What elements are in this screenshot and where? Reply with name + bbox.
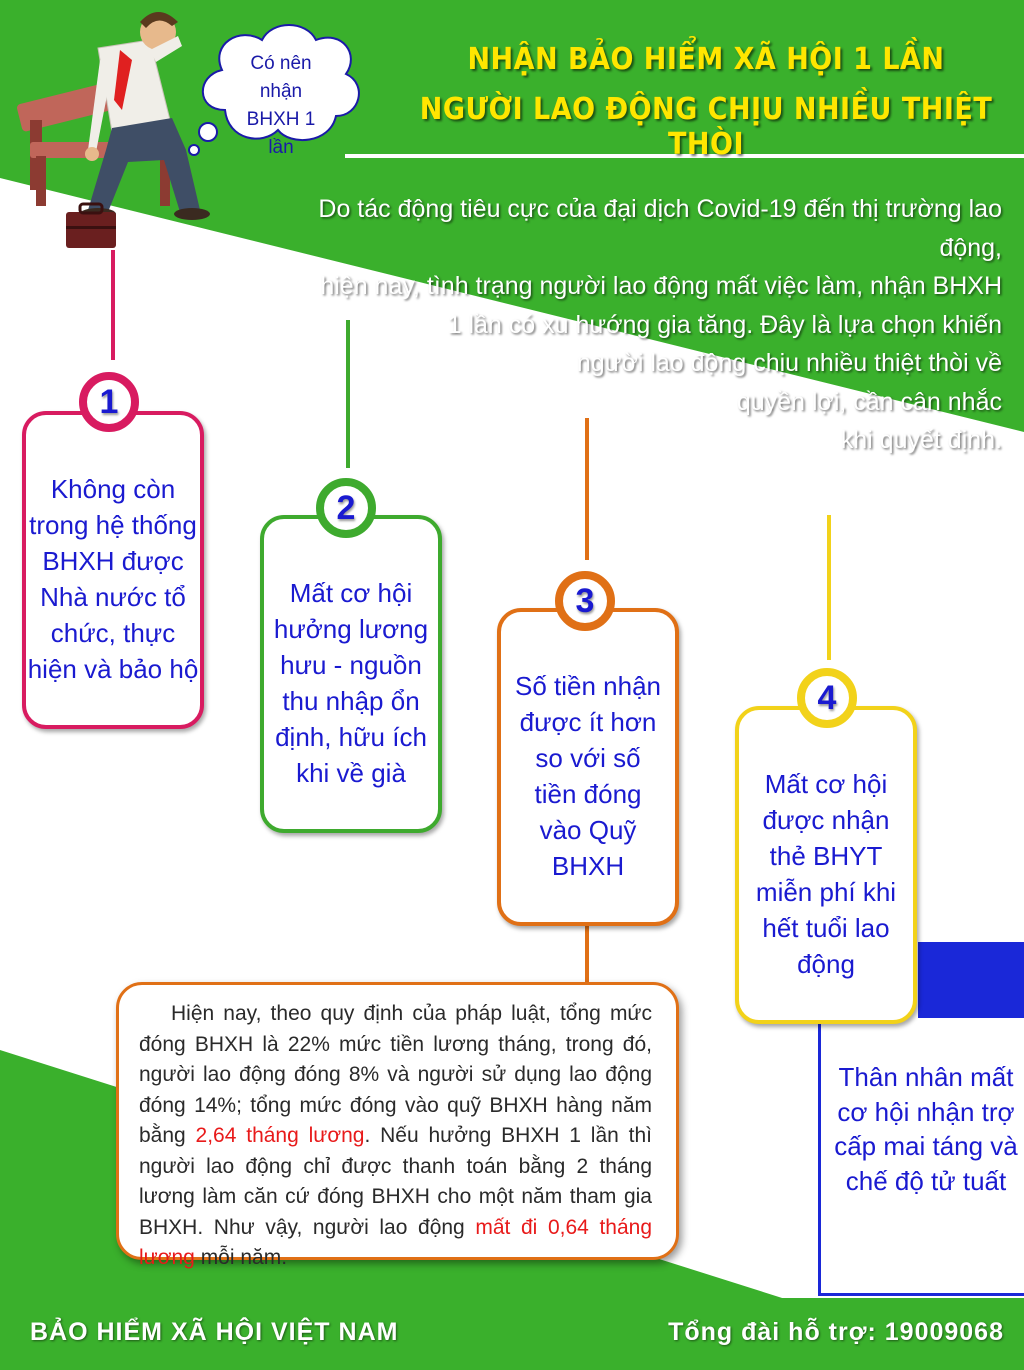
title-line-1: NHẬN BẢO HIỂM XÃ HỘI 1 LẦN [467, 42, 945, 77]
item-badge-2: 2 [316, 478, 376, 538]
intro-line: người lao động chịu nhiều thiệt thòi về [576, 349, 1002, 377]
explanation-box [116, 982, 679, 1269]
item-badge-4: 4 [797, 668, 857, 728]
item-card-1 [22, 411, 204, 729]
intro-line: 1 lần có xu hướng gia tăng. Đây là lựa chọn khiến [447, 310, 1002, 339]
cloud-question: Có nên nhận BHXH 1 lần [246, 53, 316, 158]
footer-organization: BẢO HIỂM XÃ HỘI VIỆT NAM [30, 1318, 399, 1346]
intro-paragraph [282, 190, 1002, 460]
intro-line: khi quyết định. [840, 426, 1002, 454]
highlight-lose-0-64-months: mất đi 0,64 tháng lương [139, 1215, 652, 1269]
highlight-2-64-months: 2,64 tháng lương [195, 1124, 365, 1147]
item-text-3: Số tiền nhận được ít hơn so với số tiền đóng vào Quỹ BHXH [515, 671, 662, 881]
item-text-5: Thân nhân mất cơ hội nhận trợ cấp mai táng và chế độ tử tuất [834, 1062, 1018, 1196]
intro-line: hiện nay, tình trạng người lao động mất việc làm, nhận BHXH [320, 272, 1002, 300]
intro-line: quyền lợi, cần cân nhắc [736, 387, 1002, 416]
explanation-text [139, 999, 652, 1274]
blue-accent-block [918, 942, 1024, 1018]
item-text-1: Không còn trong hệ thống BHXH được Nhà nước tổ chức, thực hiện và bảo hộ [27, 474, 199, 684]
explanation-part-1: Hiện nay, theo quy định của pháp luật, tổng mức đóng BHXH là 22% mức tiền lương tháng, trong đó, người lao động đóng 8% và người sử dụng lao động đóng 14%; tổng mức đóng vào quỹ BHXH hàng năm bằng [139, 1002, 652, 1147]
footer-hotline: Tổng đài hỗ trợ: 19009068 [668, 1318, 1004, 1346]
item-card-5 [818, 1018, 1024, 1296]
title-line-2: NGƯỜI LAO ĐỘNG CHỊU NHIỀU THIỆT THÒI [419, 92, 993, 162]
explanation-part-3: mỗi năm. [194, 1246, 288, 1269]
item-card-4 [735, 706, 917, 1024]
item-badge-1: 1 [79, 372, 139, 432]
item-card-2 [260, 515, 442, 833]
item-card-3 [497, 608, 679, 926]
item-text-2: Mất cơ hội hưởng lương hưu - nguồn thu nhập ổn định, hữu ích khi về già [273, 578, 429, 788]
explanation-part-2: . Nếu hưởng BHXH 1 lần thì người lao động chỉ được thanh toán bằng 2 tháng lương làm căn cứ đóng BHXH cho một năm tham gia BHXH. Như vậy, người lao động [139, 1124, 652, 1239]
item-badge-3: 3 [555, 571, 615, 631]
intro-line: Do tác động tiêu cực của đại dịch Covid-19 đến thị trường lao động, [318, 195, 1002, 262]
item-text-4: Mất cơ hội được nhận thẻ BHYT miễn phí khi hết tuổi lao động [755, 769, 897, 979]
